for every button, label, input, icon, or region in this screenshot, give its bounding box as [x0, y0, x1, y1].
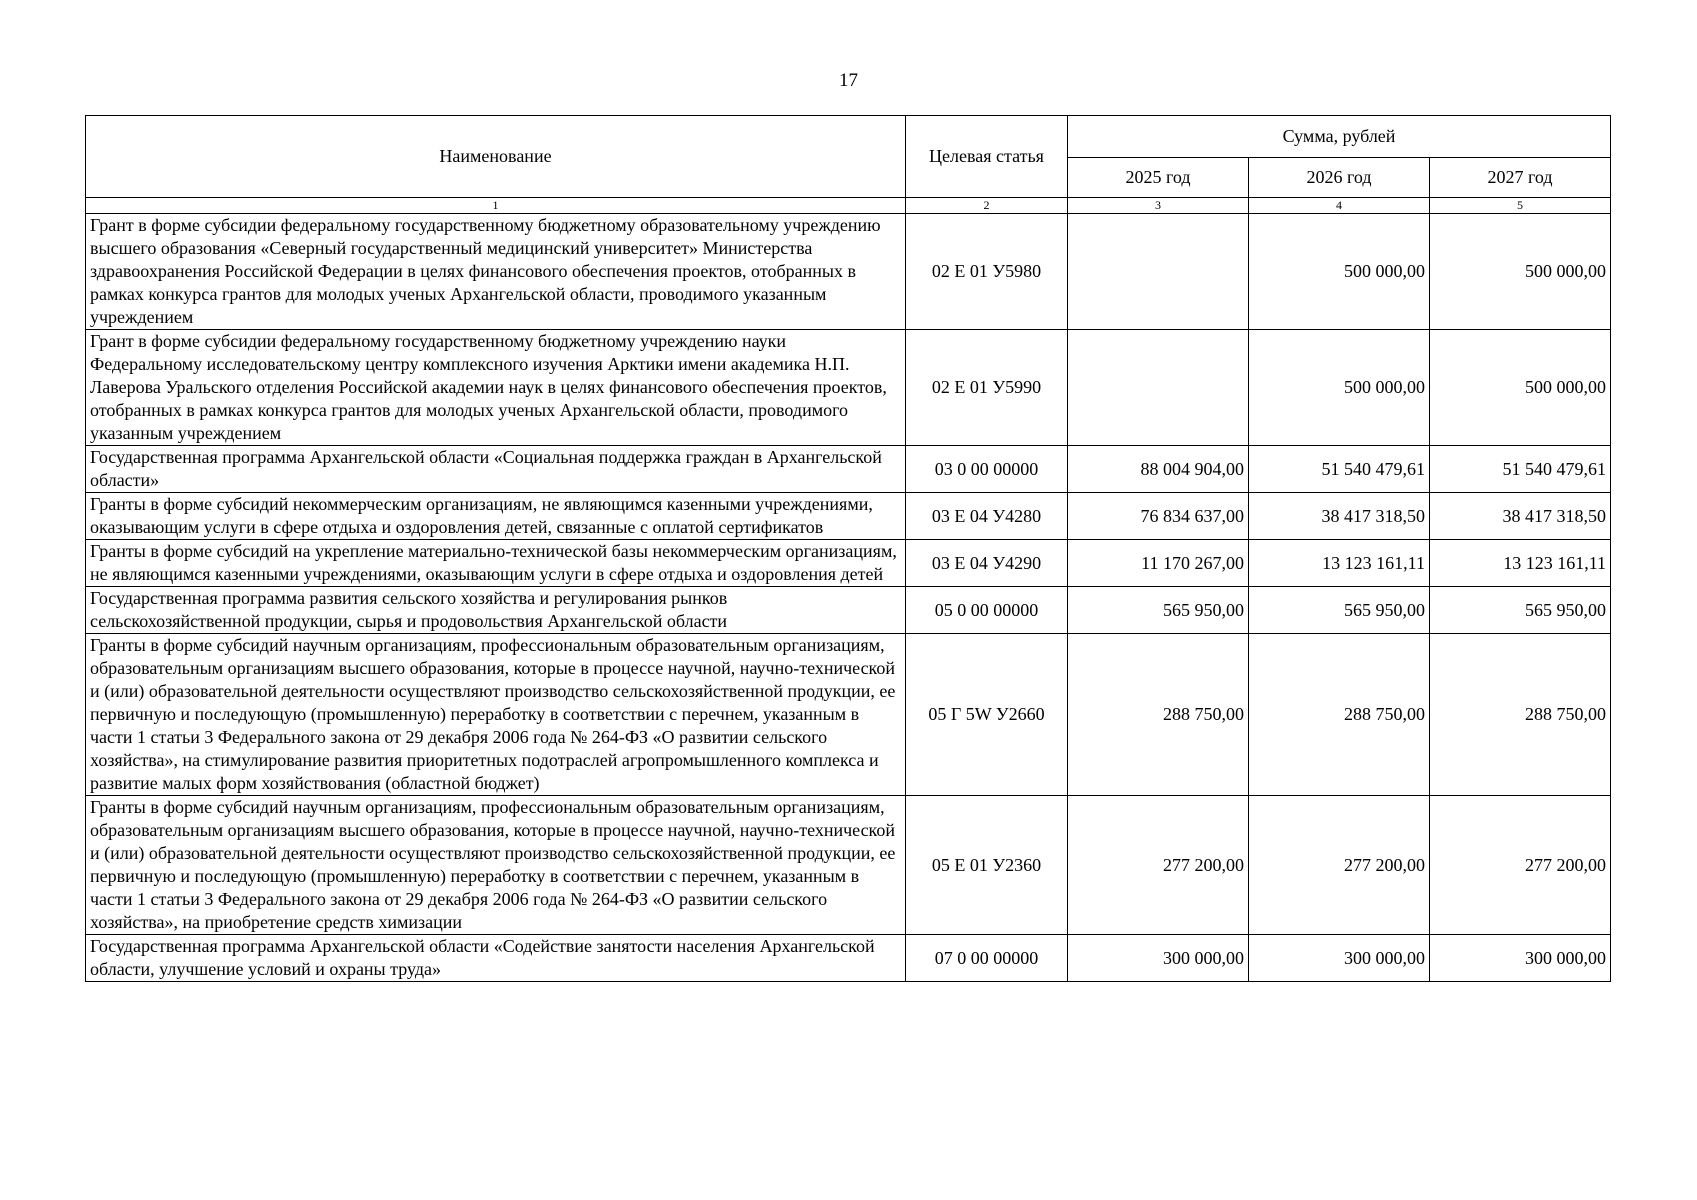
amount-2027: 565 950,00 — [1430, 587, 1611, 634]
row-name: Гранты в форме субсидий на укрепление материально-технической базы некоммерческим организациям, не являющимся казенными учреждениями, оказывающим услуги в сфере отдыха и оздоровления детей — [86, 540, 906, 587]
column-number: 4 — [1249, 198, 1430, 214]
row-code: 02 Е 01 У5990 — [906, 330, 1068, 446]
table-row — [86, 493, 1611, 540]
row-code: 05 Е 01 У2360 — [906, 796, 1068, 935]
amount-2027: 500 000,00 — [1430, 330, 1611, 446]
header-year-2025: 2025 год — [1068, 158, 1249, 198]
amount-2026: 500 000,00 — [1249, 214, 1430, 330]
amount-2025: 300 000,00 — [1068, 935, 1249, 982]
budget-table — [85, 115, 1611, 982]
amount-2027: 500 000,00 — [1430, 214, 1611, 330]
page-number: 17 — [839, 70, 858, 91]
header-year-2027: 2027 год — [1430, 158, 1611, 198]
amount-2026: 38 417 318,50 — [1249, 493, 1430, 540]
table-row — [86, 587, 1611, 634]
row-code: 03 0 00 00000 — [906, 446, 1068, 493]
amount-2025: 88 004 904,00 — [1068, 446, 1249, 493]
column-number-row — [86, 198, 1611, 214]
table-row — [86, 330, 1611, 446]
amount-2026: 288 750,00 — [1249, 634, 1430, 796]
amount-2026: 300 000,00 — [1249, 935, 1430, 982]
table-row — [86, 634, 1611, 796]
row-code: 07 0 00 00000 — [906, 935, 1068, 982]
amount-2027: 51 540 479,61 — [1430, 446, 1611, 493]
amount-2025 — [1068, 214, 1249, 330]
row-name: Государственная программа развития сельского хозяйства и регулирования рынков сельскохозяйственной продукции, сырья и продовольствия Архангельской области — [86, 587, 906, 634]
row-name: Гранты в форме субсидий научным организациям, профессиональным образовательным организациям, образовательным организациям высшего образования, которые в процессе научной, научно-технической и (или) образовательной деятельности осуществляют производство сельскохозяйственной продукции, ее первичную и последующую (промышленную) переработку в соответствии с перечнем, указанным в части 1 статьи 3 Федерального закона от 29 декабря 2006 года № 264-ФЗ «О развитии сельского хозяйства», на стимулирование развития приоритетных подотраслей агропромышленного комплекса и развитие малых форм хозяйствования (областной бюджет) — [86, 634, 906, 796]
amount-2026: 565 950,00 — [1249, 587, 1430, 634]
header-year-2026: 2026 год — [1249, 158, 1430, 198]
table-row — [86, 214, 1611, 330]
table-row — [86, 446, 1611, 493]
header-name: Наименование — [86, 116, 906, 198]
amount-2025: 277 200,00 — [1068, 796, 1249, 935]
amount-2025: 76 834 637,00 — [1068, 493, 1249, 540]
column-number: 2 — [906, 198, 1068, 214]
column-number: 1 — [86, 198, 906, 214]
amount-2025: 11 170 267,00 — [1068, 540, 1249, 587]
amount-2025: 565 950,00 — [1068, 587, 1249, 634]
amount-2025 — [1068, 330, 1249, 446]
row-name: Гранты в форме субсидий научным организациям, профессиональным образовательным организациям, образовательным организациям высшего образования, которые в процессе научной, научно-технической и (или) образовательной деятельности осуществляют производство сельскохозяйственной продукции, ее первичную и последующую (промышленную) переработку в соответствии с перечнем, указанным в части 1 статьи 3 Федерального закона от 29 декабря 2006 года № 264-ФЗ «О развитии сельского хозяйства», на приобретение средств химизации — [86, 796, 906, 935]
row-code: 05 Г 5W У2660 — [906, 634, 1068, 796]
column-number: 3 — [1068, 198, 1249, 214]
header-sum: Сумма, рублей — [1068, 116, 1611, 158]
table-row — [86, 796, 1611, 935]
amount-2027: 13 123 161,11 — [1430, 540, 1611, 587]
row-code: 02 Е 01 У5980 — [906, 214, 1068, 330]
amount-2027: 277 200,00 — [1430, 796, 1611, 935]
amount-2026: 13 123 161,11 — [1249, 540, 1430, 587]
row-name: Государственная программа Архангельской области «Социальная поддержка граждан в Архангельской области» — [86, 446, 906, 493]
table-row — [86, 540, 1611, 587]
amount-2026: 277 200,00 — [1249, 796, 1430, 935]
row-name: Грант в форме субсидии федеральному государственному бюджетному учреждению науки Федеральному исследовательскому центру комплексного изучения Арктики имени академика Н.П. Лаверова Уральского отделения Российской академии наук в целях финансового обеспечения проектов, отобранных в рамках конкурса грантов для молодых ученых Архангельской области, проводимого указанным учреждением — [86, 330, 906, 446]
amount-2027: 300 000,00 — [1430, 935, 1611, 982]
row-name: Грант в форме субсидии федеральному государственному бюджетному образовательному учреждению высшего образования «Северный государственный медицинский университет» Министерства здравоохранения Российской Федерации в целях финансового обеспечения проектов, отобранных в рамках конкурса грантов для молодых ученых Архангельской области, проводимого указанным учреждением — [86, 214, 906, 330]
header-code: Целевая статья — [906, 116, 1068, 198]
amount-2025: 288 750,00 — [1068, 634, 1249, 796]
row-code: 03 Е 04 У4290 — [906, 540, 1068, 587]
row-name: Государственная программа Архангельской области «Содействие занятости населения Архангельской области, улучшение условий и охраны труда» — [86, 935, 906, 982]
column-number: 5 — [1430, 198, 1611, 214]
amount-2027: 38 417 318,50 — [1430, 493, 1611, 540]
row-code: 05 0 00 00000 — [906, 587, 1068, 634]
amount-2026: 51 540 479,61 — [1249, 446, 1430, 493]
row-name: Гранты в форме субсидий некоммерческим организациям, не являющимся казенными учреждениями, оказывающим услуги в сфере отдыха и оздоровления детей, связанные с оплатой сертификатов — [86, 493, 906, 540]
amount-2026: 500 000,00 — [1249, 330, 1430, 446]
table-row — [86, 935, 1611, 982]
amount-2027: 288 750,00 — [1430, 634, 1611, 796]
row-code: 03 Е 04 У4280 — [906, 493, 1068, 540]
